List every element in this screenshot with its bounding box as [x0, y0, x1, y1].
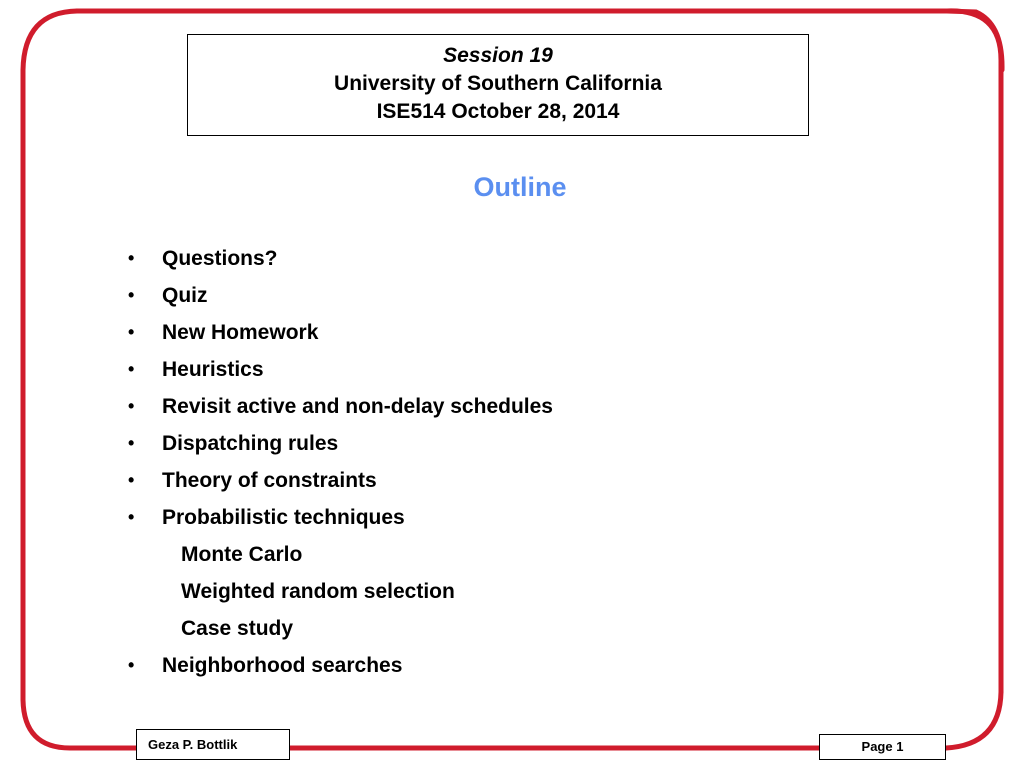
outline-item — [125, 279, 553, 316]
frame-left-top — [23, 11, 136, 748]
frame-right-bottom — [946, 692, 1001, 748]
bullet-icon: • — [128, 396, 135, 416]
course-label: ISE514 October 28, 2014 — [376, 100, 620, 123]
bullet-icon: • — [128, 433, 135, 453]
outline-item-text: Weighted random selection — [181, 580, 455, 603]
footer-page-number: Page 1 — [819, 734, 946, 760]
outline-item — [125, 649, 553, 686]
outline-item — [125, 464, 553, 501]
outline-item — [125, 316, 553, 353]
outline-item-text: Case study — [181, 617, 294, 640]
outline-item-text: Revisit active and non-delay schedules — [162, 395, 553, 418]
outline-item-text: Quiz — [162, 284, 208, 307]
slide-title: Outline — [473, 172, 567, 202]
outline-item-text: Heuristics — [162, 358, 264, 381]
outline-item — [125, 575, 553, 612]
footer-author: Geza P. Bottlik — [136, 729, 290, 760]
outline-item — [125, 390, 553, 427]
outline-item — [125, 353, 553, 390]
outline-item-text: Monte Carlo — [181, 543, 303, 566]
university-label: University of Southern California — [334, 72, 662, 95]
outline-item-text: Neighborhood searches — [162, 654, 403, 677]
outline-item-text: Probabilistic techniques — [162, 506, 405, 529]
outline-item-text: New Homework — [162, 321, 319, 344]
bullet-icon: • — [128, 248, 135, 268]
bullet-icon: • — [128, 470, 135, 490]
outline-item — [125, 501, 553, 538]
outline-item-text: Theory of constraints — [162, 469, 377, 492]
header-box — [187, 34, 809, 136]
bullet-icon: • — [128, 655, 135, 675]
session-label: Session 19 — [443, 44, 553, 67]
outline-item-text: Questions? — [162, 247, 278, 270]
bullet-icon: • — [128, 359, 135, 379]
outline-item — [125, 427, 553, 464]
bullet-icon: • — [128, 322, 135, 342]
outline-list — [125, 242, 553, 686]
bullet-icon: • — [128, 285, 135, 305]
outline-item — [125, 538, 553, 575]
bullet-icon: • — [128, 507, 135, 527]
outline-item — [125, 242, 553, 279]
outline-item — [125, 612, 553, 649]
outline-item-text: Dispatching rules — [162, 432, 339, 455]
